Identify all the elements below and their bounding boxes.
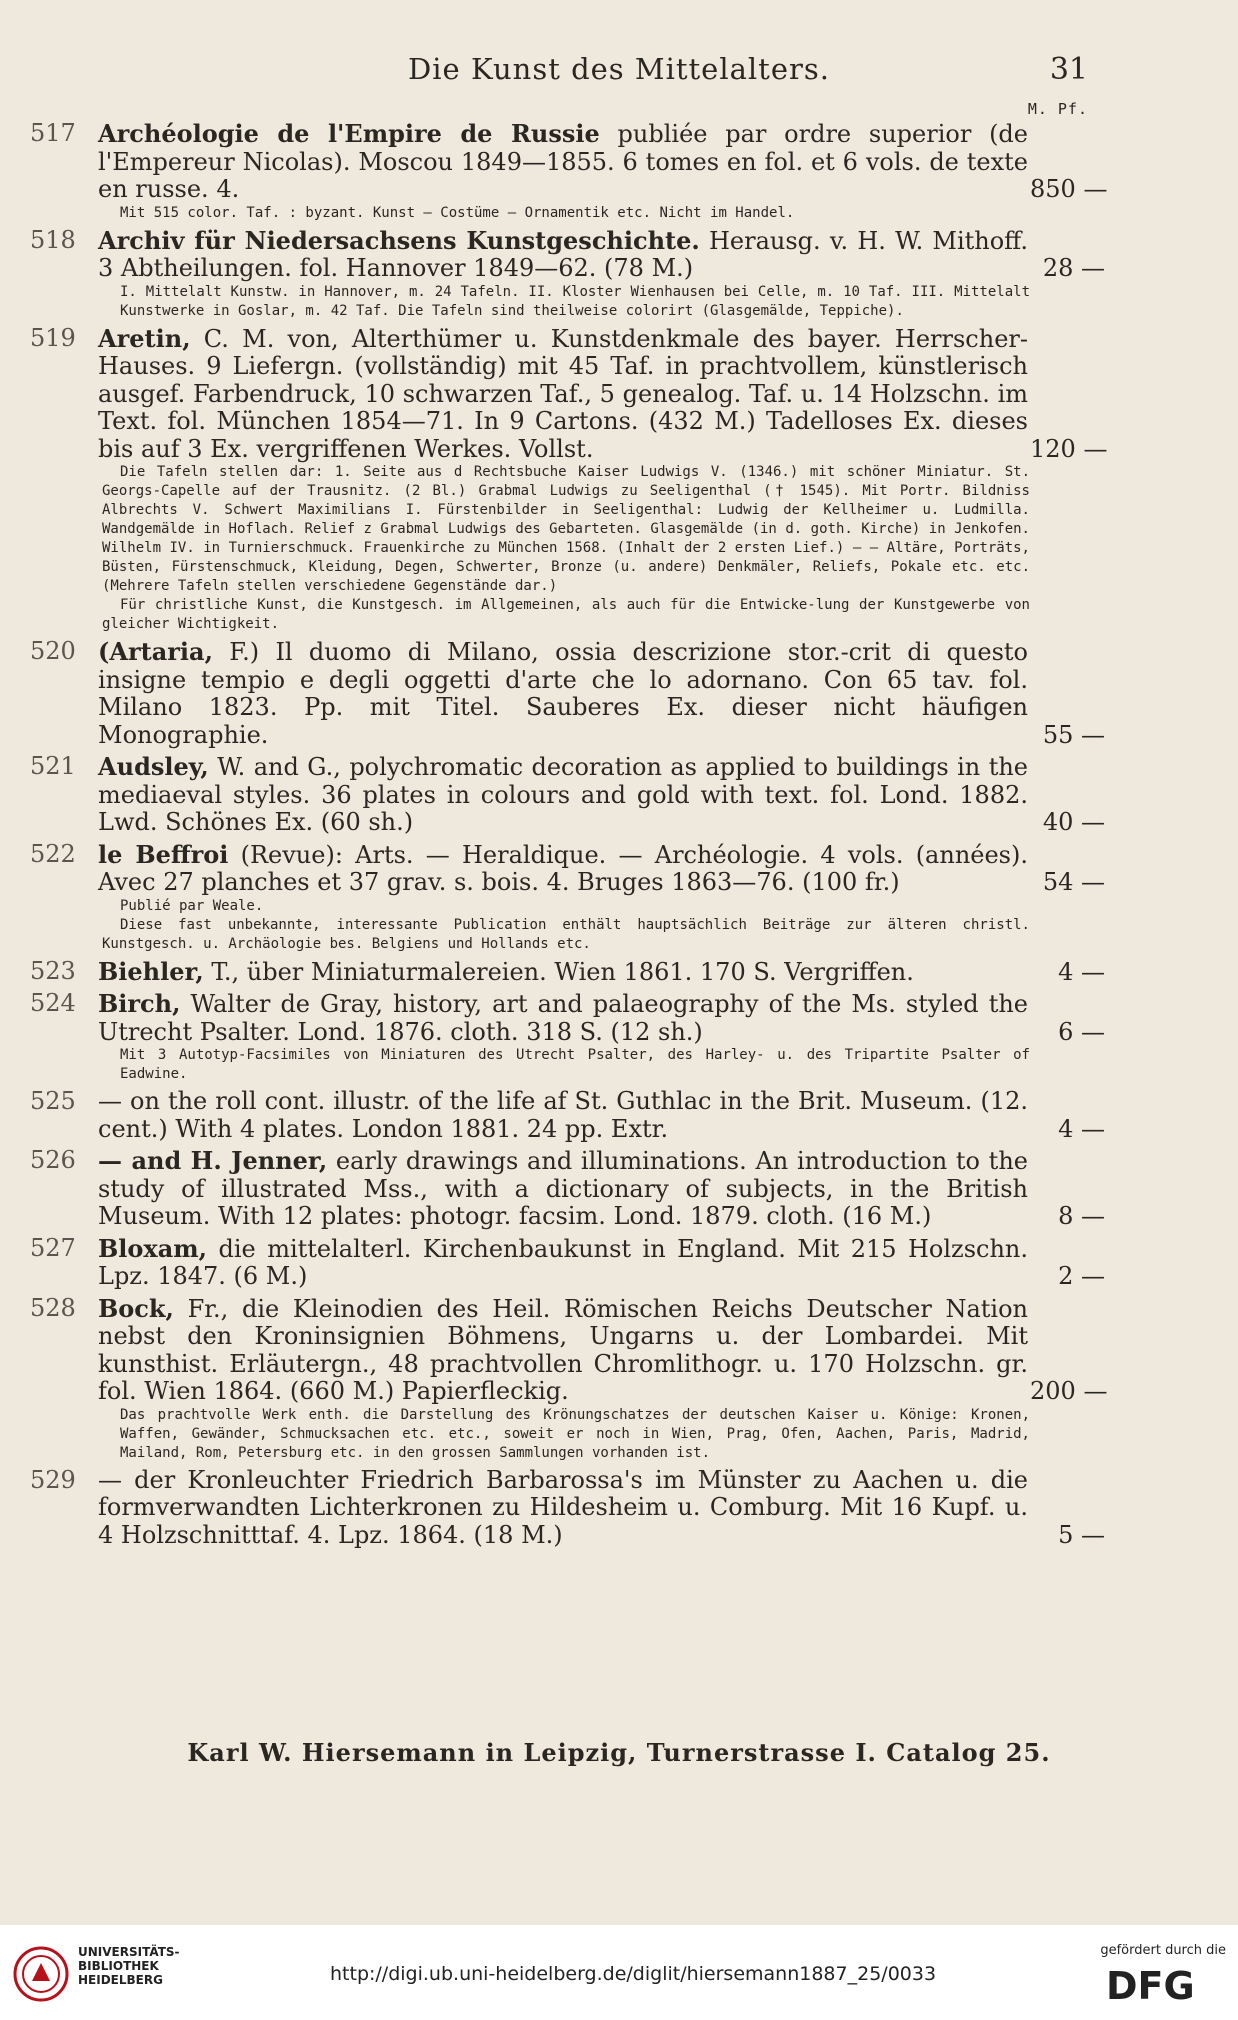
entry-author: (Artaria, [98,637,213,666]
entry-price: 4 — [1058,957,1105,986]
entry-description [98,958,1028,987]
entry-description [98,990,1028,1046]
entry-description [98,1088,1028,1143]
entry-author: Biehler, [98,956,204,986]
catalog-entry [30,225,1105,321]
catalog-entry [30,1233,1105,1291]
entry-note: Für christliche Kunst, die Kunstgesch. im Allgemeinen, als auch für die Entwicke-lung der Kunstgewerbe von gleicher Wichtigkeit. [102,597,1030,632]
entry-number: 524 [30,989,76,1017]
entry-author: le Beffroi [98,839,229,869]
catalog-entry [30,1146,1105,1231]
funder-caption: gefördert durch die [1100,1943,1226,1958]
entry-description [98,1147,1028,1231]
entry-description [98,638,1028,749]
entry-note: Publié par Weale. [120,897,264,914]
entry-number: 520 [30,637,76,665]
entry-number: 518 [30,225,76,254]
currency-header: M. Pf. [1027,100,1088,118]
entry-author: Aretin, [98,323,191,353]
entry-note: Die Tafeln stellen dar: 1. Seite aus d Rechtsbuche Kaiser Ludwigs V. (1346.) mit schöner Miniatur. St. Georgs-Capelle auf der Trausnitz. (2 Bl.) Grabmal Ludwigs zu Seeligenthal († 1545). Mit Portr. Bildniss Albrechts V. Schwert Maximilians I. Fürstenbilder in Seeligenthal: Ludwig der Kellheimer u. Ludmilla. Wandgemälde in Hoflach. Relief z Grabmal Ludwigs des Gebarteten. Glasgemälde (in d. goth. Kirche) in Jenkofen. Wilhelm IV. in Turnierschmuck. Frauenkirche zu München 1568. (Inhalt der 2 ersten Lief.) — — Altäre, Porträts, Büsten, Fürstenschmuck, Kleidung, Degen, Schwerter, Bronze (u. andere) Denkmäler, Reliefs, Pokale etc. etc. (Mehrere Tafeln stellen verschiedene Gegenstände dar.) [102,464,1030,594]
entry-author: Audsley, [98,752,209,781]
entry-number: 519 [30,323,76,352]
entry-text: F.) Il duomo di Milano, ossia descrizione stor.-crit di questo insigne tempio e degli oggetti d'arte che lo adornano. Con 65 tav. fol. Milano 1823. Pp. mit Titel. Sauberes Ex. dieser nicht häufigen Monographie. [98,638,1028,749]
entry-number: 529 [30,1465,76,1494]
entry-price: 28 — [1042,254,1105,282]
entry-author: Birch, [98,989,181,1018]
entry-price: 850 — [1030,175,1108,203]
entry-note: Diese fast unbekannte, interessante Publication enthält hauptsächlich Beiträge zur älteren christl. Kunstgesch. u. Archäologie bes. Belgiens und Hollands etc. [102,916,1030,952]
entry-text: die mittelalterl. Kirchenbaukunst in England. Mit 215 Holzschn. Lpz. 1847. (6 M.) [98,1234,1028,1290]
entry-description [98,325,1028,464]
running-head: Die Kunst des Mittelalters. [408,52,830,86]
entry-price: 200 — [1030,1377,1108,1405]
entry-note: I. Mittelalt Kunstw. in Hannover, m. 24 Tafeln. II. Kloster Wienhausen bei Celle, m. 10 Taf. III. Mittelalt Kunstwerke in Goslar, m. 42 Taf. Die Tafeln sind theilweise colorirt (Glasgemälde, Teppiche). [120,283,1030,319]
catalog-entry [30,637,1105,749]
catalog-entry [30,119,1108,223]
entry-note: Das prachtvolle Werk enth. die Darstellung des Krönungschatzes der deutschen Kaiser u. Könige: Kronen, Waffen, Gewänder, Schmucksachen etc. etc., soweit er noch in Wien, Prag, Ofen, Aachen, Paris, Madrid, Mailand, Rom, Petersburg etc. in den grossen Sammlungen vorhanden ist. [120,1406,1030,1461]
catalog-entries [30,119,1108,1553]
entry-author: — and H. Jenner, [98,1146,328,1175]
entry-number: 517 [30,119,76,147]
entry-price: 5 — [1058,1520,1105,1549]
entry-description [98,120,1028,204]
catalog-entry [30,839,1105,954]
entry-text: C. M. von, Alterthümer u. Kunstdenkmale des bayer. Herrscher-Hauses. 9 Liefergn. (vollständig) mit 45 Taf. in prachtvollem, künstlerisch ausgef. Farbendruck, 10 schwarzen Taf., 5 genealog. Taf. u. 14 Holzschn. im Text. fol. München 1854—71. In 9 Cartons. (432 M.) Tadelloses Ex. dieses bis auf 3 Ex. vergriffenen Werkes. Vollst. [98,324,1028,463]
entry-text: Herausg. v. H. W. Mithoff. 3 Abtheilungen. fol. Hannover 1849—62. (78 M.) [98,226,1029,282]
entry-number: 526 [30,1146,76,1174]
entry-author: Bloxam, [98,1233,208,1263]
entry-price: 2 — [1058,1262,1105,1290]
entry-text: Walter de Gray, history, art and palaeography of the Ms. styled the Utrecht Psalter. Lond. 1876. cloth. 318 S. (12 sh.) [98,990,1028,1046]
entry-description [98,1295,1028,1406]
permalink[interactable]: http://digi.ub.uni-heidelberg.de/diglit/hiersemann1887_25/0033 [330,1963,937,1985]
entry-text: T., über Miniaturmalereien. Wien 1861. 170 S. Vergriffen. [203,957,914,986]
entry-text: early drawings and illuminations. An introduction to the study of illustrated Mss., with a dictionary of subjects, in the British Museum. With 12 plates: photogr. facsim. Lond. 1879. cloth. (16 M.) [98,1147,1028,1230]
entry-description [98,1467,1028,1550]
entry-number: 521 [30,752,76,780]
entry-price: 120 — [1030,434,1108,463]
publisher-footer: Karl W. Hiersemann in Leipzig, Turnerstrasse I. Catalog 25. [187,1738,1051,1767]
institution-line: HEIDELBERG [78,1973,163,1987]
entry-number: 527 [30,1233,76,1262]
entry-description [98,227,1028,283]
institution-line: UNIVERSITÄTS- [78,1945,180,1959]
entry-price: 6 — [1058,1017,1105,1046]
catalog-entry [30,1465,1105,1550]
dfg-logo-text: DFG [1106,1965,1195,2005]
entry-price: 8 — [1058,1202,1105,1230]
page-number: 31 [1049,52,1088,87]
entry-number: 522 [30,839,76,868]
catalog-entry [30,1293,1108,1463]
entry-note: Mit 515 color. Taf. : byzant. Kunst — Costüme — Ornamentik etc. Nicht im Handel. [120,204,795,221]
entry-price: 55 — [1042,720,1105,749]
entry-text: publiée par ordre superior (de l'Empereur Nicolas). Moscou 1849—1855. 6 tomes en fol. et 6 vols. de texte en russe. 4. [98,120,1028,203]
entry-description [98,1235,1028,1291]
catalog-entry [30,1087,1105,1143]
entry-text: — der Kronleuchter Friedrich Barbarossa's im Münster zu Aachen u. die formverwandten Lichterkronen zu Hildesheim u. Comburg. Mit 16 Kupf. u. 4 Holzschnitttaf. 4. Lpz. 1864. (18 M.) [98,1465,1028,1549]
university-seal-icon [12,1945,70,2007]
entry-description [98,753,1028,837]
entry-price: 4 — [1058,1114,1105,1143]
entry-price: 54 — [1042,868,1105,896]
catalog-entry [30,989,1105,1084]
entry-number: 525 [30,1087,76,1115]
viewer-bottom-bar [0,1925,1238,2020]
catalog-entry [30,956,1105,987]
dfg-logo-icon [1106,1965,1226,2009]
entry-number: 523 [30,956,76,985]
entry-author: Bock, [98,1293,174,1323]
entry-author: Archéologie de l'Empire de Russie [98,119,600,148]
catalog-entry [30,752,1105,837]
entry-text: (Revue): Arts. — Heraldique. — Archéologie. 4 vols. (années). Avec 27 planches et 37 grav. s. bois. 4. Bruges 1863—76. (100 fr.) [98,840,1028,896]
institution-name [78,1945,180,1987]
entry-number: 528 [30,1293,76,1322]
catalog-entry [30,323,1108,635]
institution-line: BIBLIOTHEK [78,1959,159,1973]
entry-author: Archiv für Niedersachsens Kunstgeschichte. [98,225,700,255]
entry-description [98,841,1028,897]
entry-price: 40 — [1042,808,1105,836]
entry-text: W. and G., polychromatic decoration as applied to buildings in the mediaeval styles. 36 plates in colours and gold with text. fol. Lond. 1882. Lwd. Schönes Ex. (60 sh.) [98,753,1028,836]
entry-text: — on the roll cont. illustr. of the life af St. Guthlac in the Brit. Museum. (12. cent.) With 4 plates. London 1881. 24 pp. Extr. [98,1087,1028,1143]
entry-note: Mit 3 Autotyp-Facsimiles von Miniaturen des Utrecht Psalter, des Harley- u. des Tripartite Psalter of Eadwine. [120,1047,1030,1082]
entry-text: Fr., die Kleinodien des Heil. Römischen Reichs Deutscher Nation nebst den Kroninsignien Böhmens, Ungarns u. der Lombardei. Mit kunsthist. Erläutergn., 48 prachtvollen Chromlithogr. u. 170 Holzschn. gr. fol. Wien 1864. (660 M.) Papierfleckig. [98,1294,1028,1405]
